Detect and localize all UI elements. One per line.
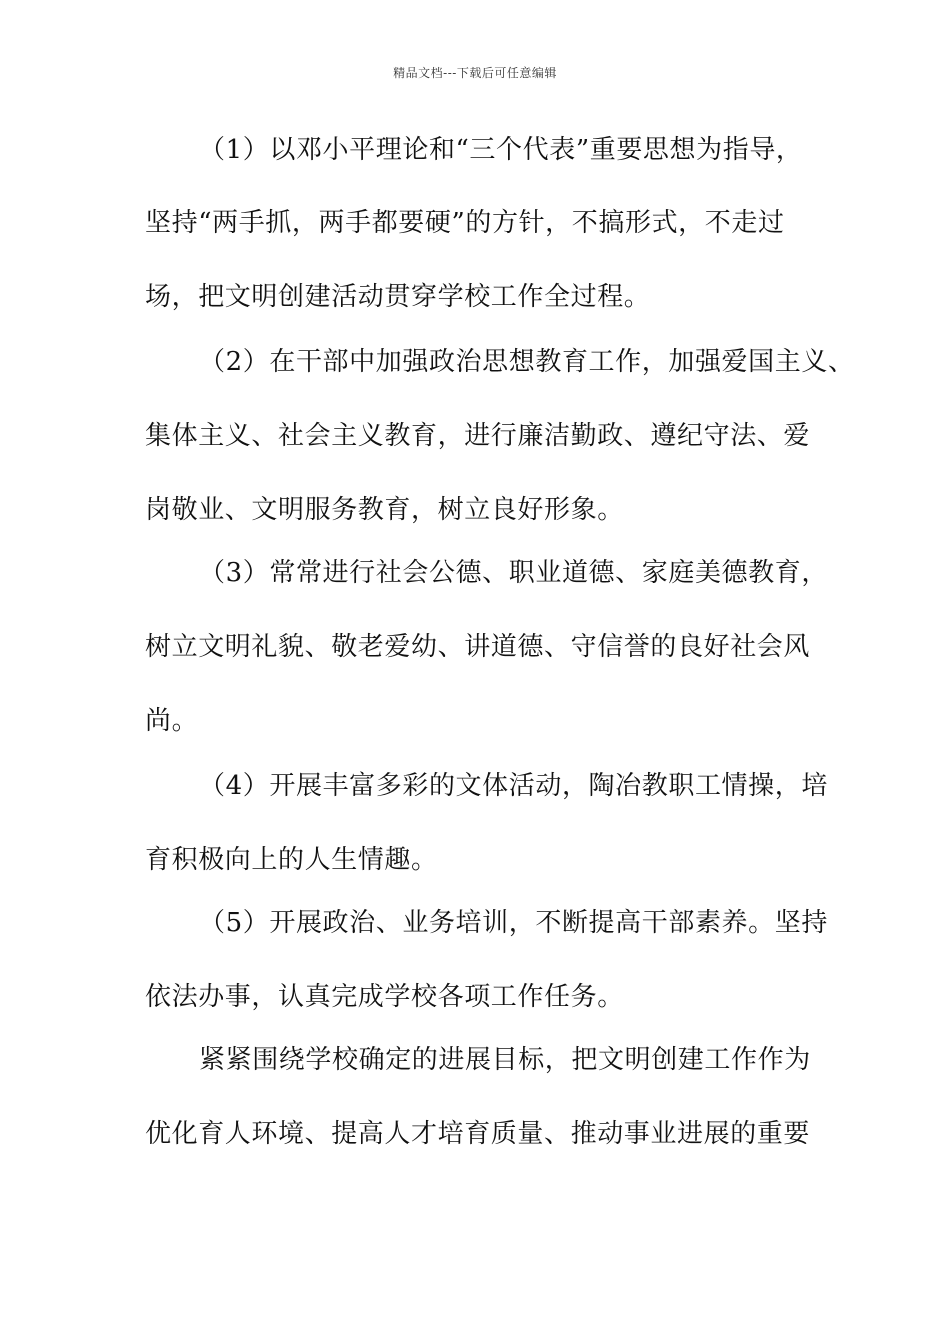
text-line: 育积极向上的人生情趣。: [145, 845, 438, 875]
text-line: 场，把文明创建活动贯穿学校工作全过程。: [145, 282, 651, 312]
text-line: 树立文明礼貌、敬老爱幼、讲道德、守信誉的良好社会风: [145, 632, 811, 662]
text-line: （4）开展丰富多彩的文体活动，陶冶教职工情操，培: [199, 771, 828, 801]
text-line: 岗敬业、文明服务教育，树立良好形象。: [145, 495, 624, 525]
text-line: 优化育人环境、提高人才培育质量、推动事业进展的重要: [145, 1119, 811, 1149]
text-line: 尚。: [145, 706, 199, 736]
page-header: 精品文档---下载后可任意编辑: [393, 66, 557, 80]
text-line: 紧紧围绕学校确定的进展目标，把文明创建工作作为: [199, 1045, 811, 1075]
text-line: （5）开展政治、业务培训，不断提高干部素养。坚持: [199, 908, 828, 938]
text-line: 依法办事，认真完成学校各项工作任务。: [145, 982, 624, 1012]
text-line: 坚持“两手抓，两手都要硬”的方针，不搞形式，不走过: [145, 208, 785, 238]
text-line: （3）常常进行社会公德、职业道德、家庭美德教育，: [199, 558, 828, 588]
text-line: 集体主义、社会主义教育，进行廉洁勤政、遵纪守法、爱: [145, 421, 811, 451]
text-line: （2）在干部中加强政治思想教育工作，加强爱国主义、: [199, 347, 855, 377]
text-line: （1）以邓小平理论和“三个代表”重要思想为指导，: [199, 135, 803, 165]
